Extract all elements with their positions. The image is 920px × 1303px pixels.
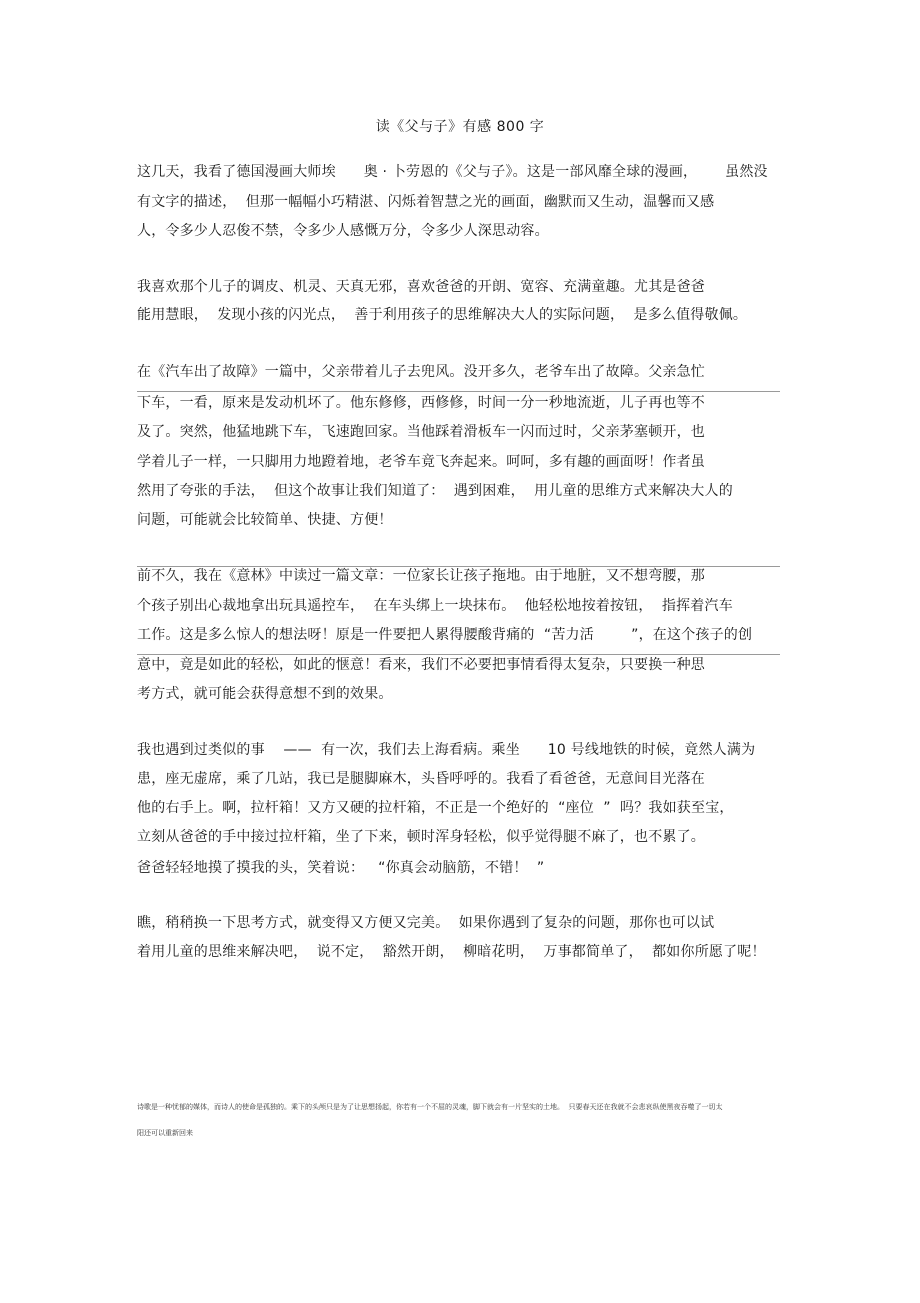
separator-line [137, 391, 780, 392]
paragraph-line: 人，令多少人忍俊不禁，令多少人感慨万分，令多少人深思动容。 [137, 223, 549, 239]
paragraph-line: 在《汽车出了故障》一篇中，父亲带着儿子去兜风。没开多久，老爷车出了故障。父亲急忙 [137, 364, 705, 380]
document-title: 读《父与子》有感 800 字 [375, 119, 545, 135]
paragraph-line: 我喜欢那个儿子的调皮、机灵、天真无邪，喜欢爸爸的开朗、宽容、充满童趣。尤其是爸爸 [137, 279, 705, 295]
paragraph-line: 他的右手上。啊，拉杆箱！又方又硬的拉杆箱，不正是一个绝好的 “座位 ” 吗？我如获至宝， [137, 800, 734, 816]
paragraph-line: 学着儿子一样，一只脚用力地蹬着地，老爷车竟飞奔起来。呵呵，多有趣的画面呀！作者虽 [137, 454, 705, 470]
paragraph-line: 考方式，就可能会获得意想不到的效果。 [137, 686, 393, 702]
paragraph-line: 意中，竟是如此的轻松，如此的惬意！看来，我们不必要把事情看得太复杂，只要换一种思 [137, 657, 705, 673]
paragraph-line: 及了。突然，他猛地跳下车，飞速跑回家。当他踩着滑板车一闪而过时，父亲茅塞顿开，也 [137, 424, 705, 440]
paragraph-line: 能用慧眼， 发现小孩的闪光点， 善于利用孩子的思维解决大人的实际问题， 是多么值得敬佩。 [137, 307, 748, 323]
paragraph-line: 患，座无虚席，乘了几站，我已是腿脚麻木，头昏呼呼的。我看了看爸爸，无意间目光落在 [137, 771, 705, 787]
paragraph-line: 着用儿童的思维来解决吧， 说不定， 豁然开朗， 柳暗花明， 万事都简单了， 都如你所愿了呢！ [137, 944, 766, 960]
paragraph-line: 问题，可能就会比较简单、快捷、方便！ [137, 512, 393, 528]
paragraph-line: 有文字的描述， 但那一幅幅小巧精湛、闪烁着智慧之光的画面，幽默而又生动，温馨而又感 [137, 194, 715, 210]
paragraph-line: 爸爸轻轻地摸了摸我的头，笑着说： “你真会动脑筋，不错！ ” [137, 860, 545, 876]
paragraph-line: 这几天，我看了德国漫画大师埃 奥 · 卜劳恩的《父与子》。这是一部风靡全球的漫画， 虽然没 [137, 164, 768, 180]
paragraph-line: 立刻从爸爸的手中接过拉杆箱，坐了下来，顿时浑身轻松，似乎觉得腿不麻了，也不累了。 [137, 829, 705, 845]
paragraph-line: 下车，一看，原来是发动机坏了。他东修修，西修修，时间一分一秒地流逝，儿子再也等不 [137, 395, 705, 411]
paragraph-line: 瞧，稍稍换一下思考方式，就变得又方便又完美。 如果你遇到了复杂的问题，那你也可以试 [137, 915, 715, 931]
paragraph-line: 个孩子别出心裁地拿出玩具遥控车， 在车头绑上一块抹布。 他轻松地按着按钮， 指挥着汽车 [137, 598, 733, 614]
paragraph-line: 前不久，我在《意林》中读过一篇文章：一位家长让孩子拖地。由于地脏，又不想弯腰，那 [137, 568, 705, 584]
footer-line: 诗歌是一种忧郁的媒体，而诗人的使命是孤独的。乘下的头颅只是为了让思想扬起，你若有一个不屈的灵魂，脚下就会有一片坚实的土地。 只要春天还在我就不会悲哀纵使黑夜吞噬了一切太 [137, 1103, 723, 1111]
paragraph-line: 工作。这是多么惊人的想法呀！原是一件要把人累得腰酸背痛的 “苦力活 ”，在这个孩子的创 [137, 627, 753, 643]
footer-line: 阳还可以重新回来 [137, 1129, 193, 1137]
paragraph-line: 然用了夸张的手法， 但这个故事让我们知道了： 遇到困难， 用儿童的思维方式来解决大人的 [137, 483, 733, 499]
paragraph-line: 我也遇到过类似的事 —— 有一次，我们去上海看病。乘坐 10 号线地铁的时候，竟然人满为 [137, 742, 756, 758]
